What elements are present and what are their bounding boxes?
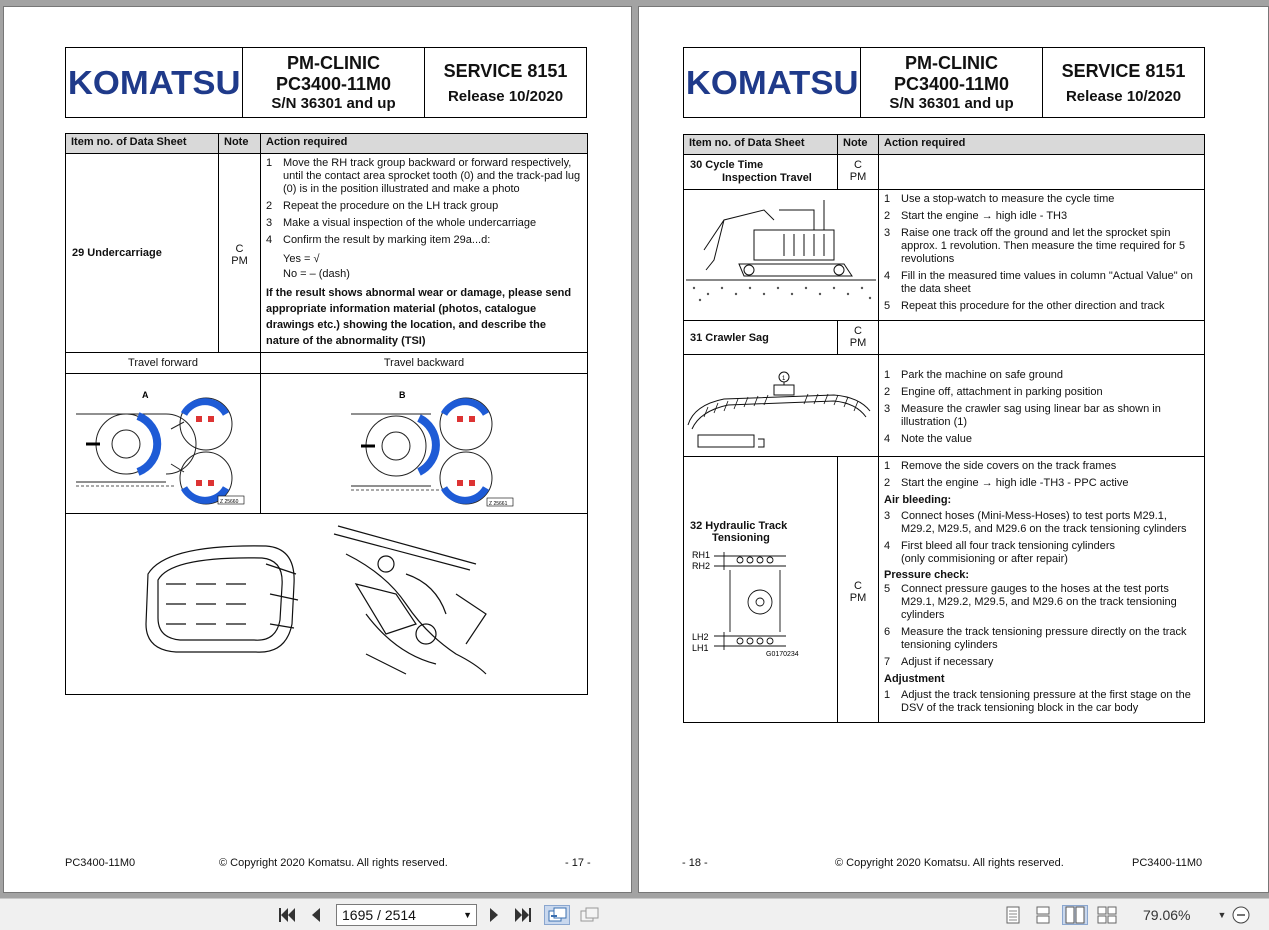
header-title: PM-CLINIC [905,53,998,73]
footer-copyright: © Copyright 2020 Komatsu. All rights reserved. [835,857,1064,869]
svg-text:RH2: RH2 [692,560,711,571]
svg-text:LH1: LH1 [692,642,709,653]
svg-text:RH1: RH1 [692,549,711,560]
travel-forward-label: Travel forward [66,353,261,374]
header-model: PC3400-11M0 [275,74,392,94]
col-action: Action required [879,135,1205,155]
zoom-dropdown-icon[interactable]: ▼ [1217,910,1227,920]
page-number-input[interactable]: 1695 / 2514 ▼ [336,904,477,926]
header-release: Release 10/2020 [1065,87,1182,105]
page-header [683,47,1205,118]
first-page-icon [278,907,296,923]
col-item: Item no. of Data Sheet [684,135,838,155]
fig-travel-backward [261,374,588,514]
footer-left: PC3400-11M0 [65,857,136,869]
two-page-continuous-button[interactable] [1096,905,1118,925]
single-page-icon [1006,906,1020,924]
data-sheet-table [65,133,588,695]
item-31-label: 31 Crawler Sag [684,321,838,355]
fig-undercarriage-views [66,514,588,695]
back-view-button[interactable] [544,905,570,925]
first-page-button[interactable] [276,905,298,925]
zoom-out-icon [1232,906,1250,924]
previous-page-icon [310,907,322,923]
zoom-out-button[interactable] [1230,905,1252,925]
header-model: PC3400-11M0 [893,74,1010,94]
svg-text:G0170234: G0170234 [766,650,799,658]
continuous-page-icon [1036,906,1050,924]
item-32-note: C PM [838,457,879,723]
two-page-view-button[interactable] [1062,905,1088,925]
page-header [65,47,587,118]
svg-text:LH2: LH2 [692,631,709,642]
last-page-button[interactable] [512,905,534,925]
item-29-label: 29 Undercarriage [66,154,219,353]
fig-b-label: B [399,390,406,400]
item-29-actions: 1 Move the RH track group backward or forward respectively, until the contact area sprocket tooth (0) and the track-pad lug (0) is in the position illustrated and make a photo 2 Repeat the procedure on the LH track group 3 Make a visual inspection of the whole undercarriage 4 Confirm the result by marking item 29a...d: Yes = √ No = – (dash) If the result shows abnormal wear or damage, please send appropriate information material (photos, catalogue drawings etc.) showing the location, and describe the nature of the abnormality (TSI) [261,154,588,353]
item-32-actions: 1 Remove the side covers on the track frames 2 Start the engine → high idle -TH3 - PPC active Air bleeding: 3 Connect hoses (Mini-Mess-Hoses) to test ports M29.1, M29.2, M29.5, and M29.6 on the track tensioning cylinders 4 First bleed all four track tensioning cylinders (only commisioning or after repair) Pressure check: 5 Connect pressure gauges to the hoses at the test ports M29.1, M29.2, M29.5, and M29.6 on the track tensioning cylinders 6 Measure the track tensioning pressure directly on the track tensioning cylinders 7 Adjust if necessary Adjustment 1 Adjust the track tensioning pressure at the first stage on the DSV of the track tensioning block in the car body [879,457,1205,723]
col-note: Note [838,135,879,155]
footer-page-number: - 17 - [565,857,591,869]
travel-backward-label: Travel backward [261,353,588,374]
item-30-label: 30 Cycle Time Inspection Travel [684,155,838,190]
fig-a-code: Z 25660 [220,499,239,505]
item-31-actions: 1 Park the machine on safe ground 2 Engine off, attachment in parking position 3 Measure the crawler sag using linear bar as shown in illustration (1) 4 Note the value [879,355,1205,457]
page-dropdown-icon[interactable]: ▼ [463,910,472,920]
single-page-view-button[interactable] [1002,905,1024,925]
item-29-note: C PM [219,154,261,353]
data-sheet-table [683,134,1205,723]
forward-view-icon [579,907,599,923]
fig-a-label: A [142,390,149,400]
fig-crawler-sag [684,355,879,457]
zoom-level[interactable]: 79.06% [1143,907,1191,923]
komatsu-logo: KOMATSU [684,48,861,117]
col-action: Action required [261,134,588,154]
header-service: SERVICE 8151 [443,60,568,81]
back-view-icon [547,907,567,923]
fig-crawler-callout: 1 [782,376,786,382]
last-page-icon [514,907,532,923]
two-page-continuous-icon [1097,906,1117,924]
page-18 [638,6,1269,893]
komatsu-logo: KOMATSU [66,48,243,117]
item-30-note: C PM [838,155,879,190]
header-serial: S/N 36301 and up [271,95,396,112]
item-31-note: C PM [838,321,879,355]
header-release: Release 10/2020 [447,87,564,105]
footer-right: PC3400-11M0 [1132,857,1203,869]
footer-page-number: - 18 - [682,857,708,869]
item-32-label: 32 Hydraulic Track Tensioning RH1 RH2 LH2 LH1 G0170234 [684,457,838,723]
viewer-toolbar [0,898,1269,930]
forward-view-button[interactable] [576,905,602,925]
fig-cycle-time-excavator [684,190,879,321]
page-17 [3,6,632,893]
continuous-view-button[interactable] [1032,905,1054,925]
next-page-icon [488,907,500,923]
item-30-actions: 1 Use a stop-watch to measure the cycle time 2 Start the engine → high idle - TH3 3 Raise one track off the ground and let the sprocket spin approx. 1 revolution. Then measure the time required for 5 revolutions 4 Fill in the measured time values in column "Actual Value" on the data sheet 5 Repeat this procedure for the other direction and track [879,190,1205,321]
header-service: SERVICE 8151 [1061,60,1186,81]
header-title: PM-CLINIC [287,53,380,73]
next-page-button[interactable] [484,905,504,925]
fig-travel-forward [66,374,261,514]
fig-track-tensioning [690,548,810,660]
fig-b-code: Z 25661 [489,501,508,507]
footer-copyright: © Copyright 2020 Komatsu. All rights reserved. [219,857,448,869]
col-item: Item no. of Data Sheet [66,134,219,154]
previous-page-button[interactable] [306,905,326,925]
header-serial: S/N 36301 and up [889,95,1014,112]
col-note: Note [219,134,261,154]
two-page-icon [1065,906,1085,924]
